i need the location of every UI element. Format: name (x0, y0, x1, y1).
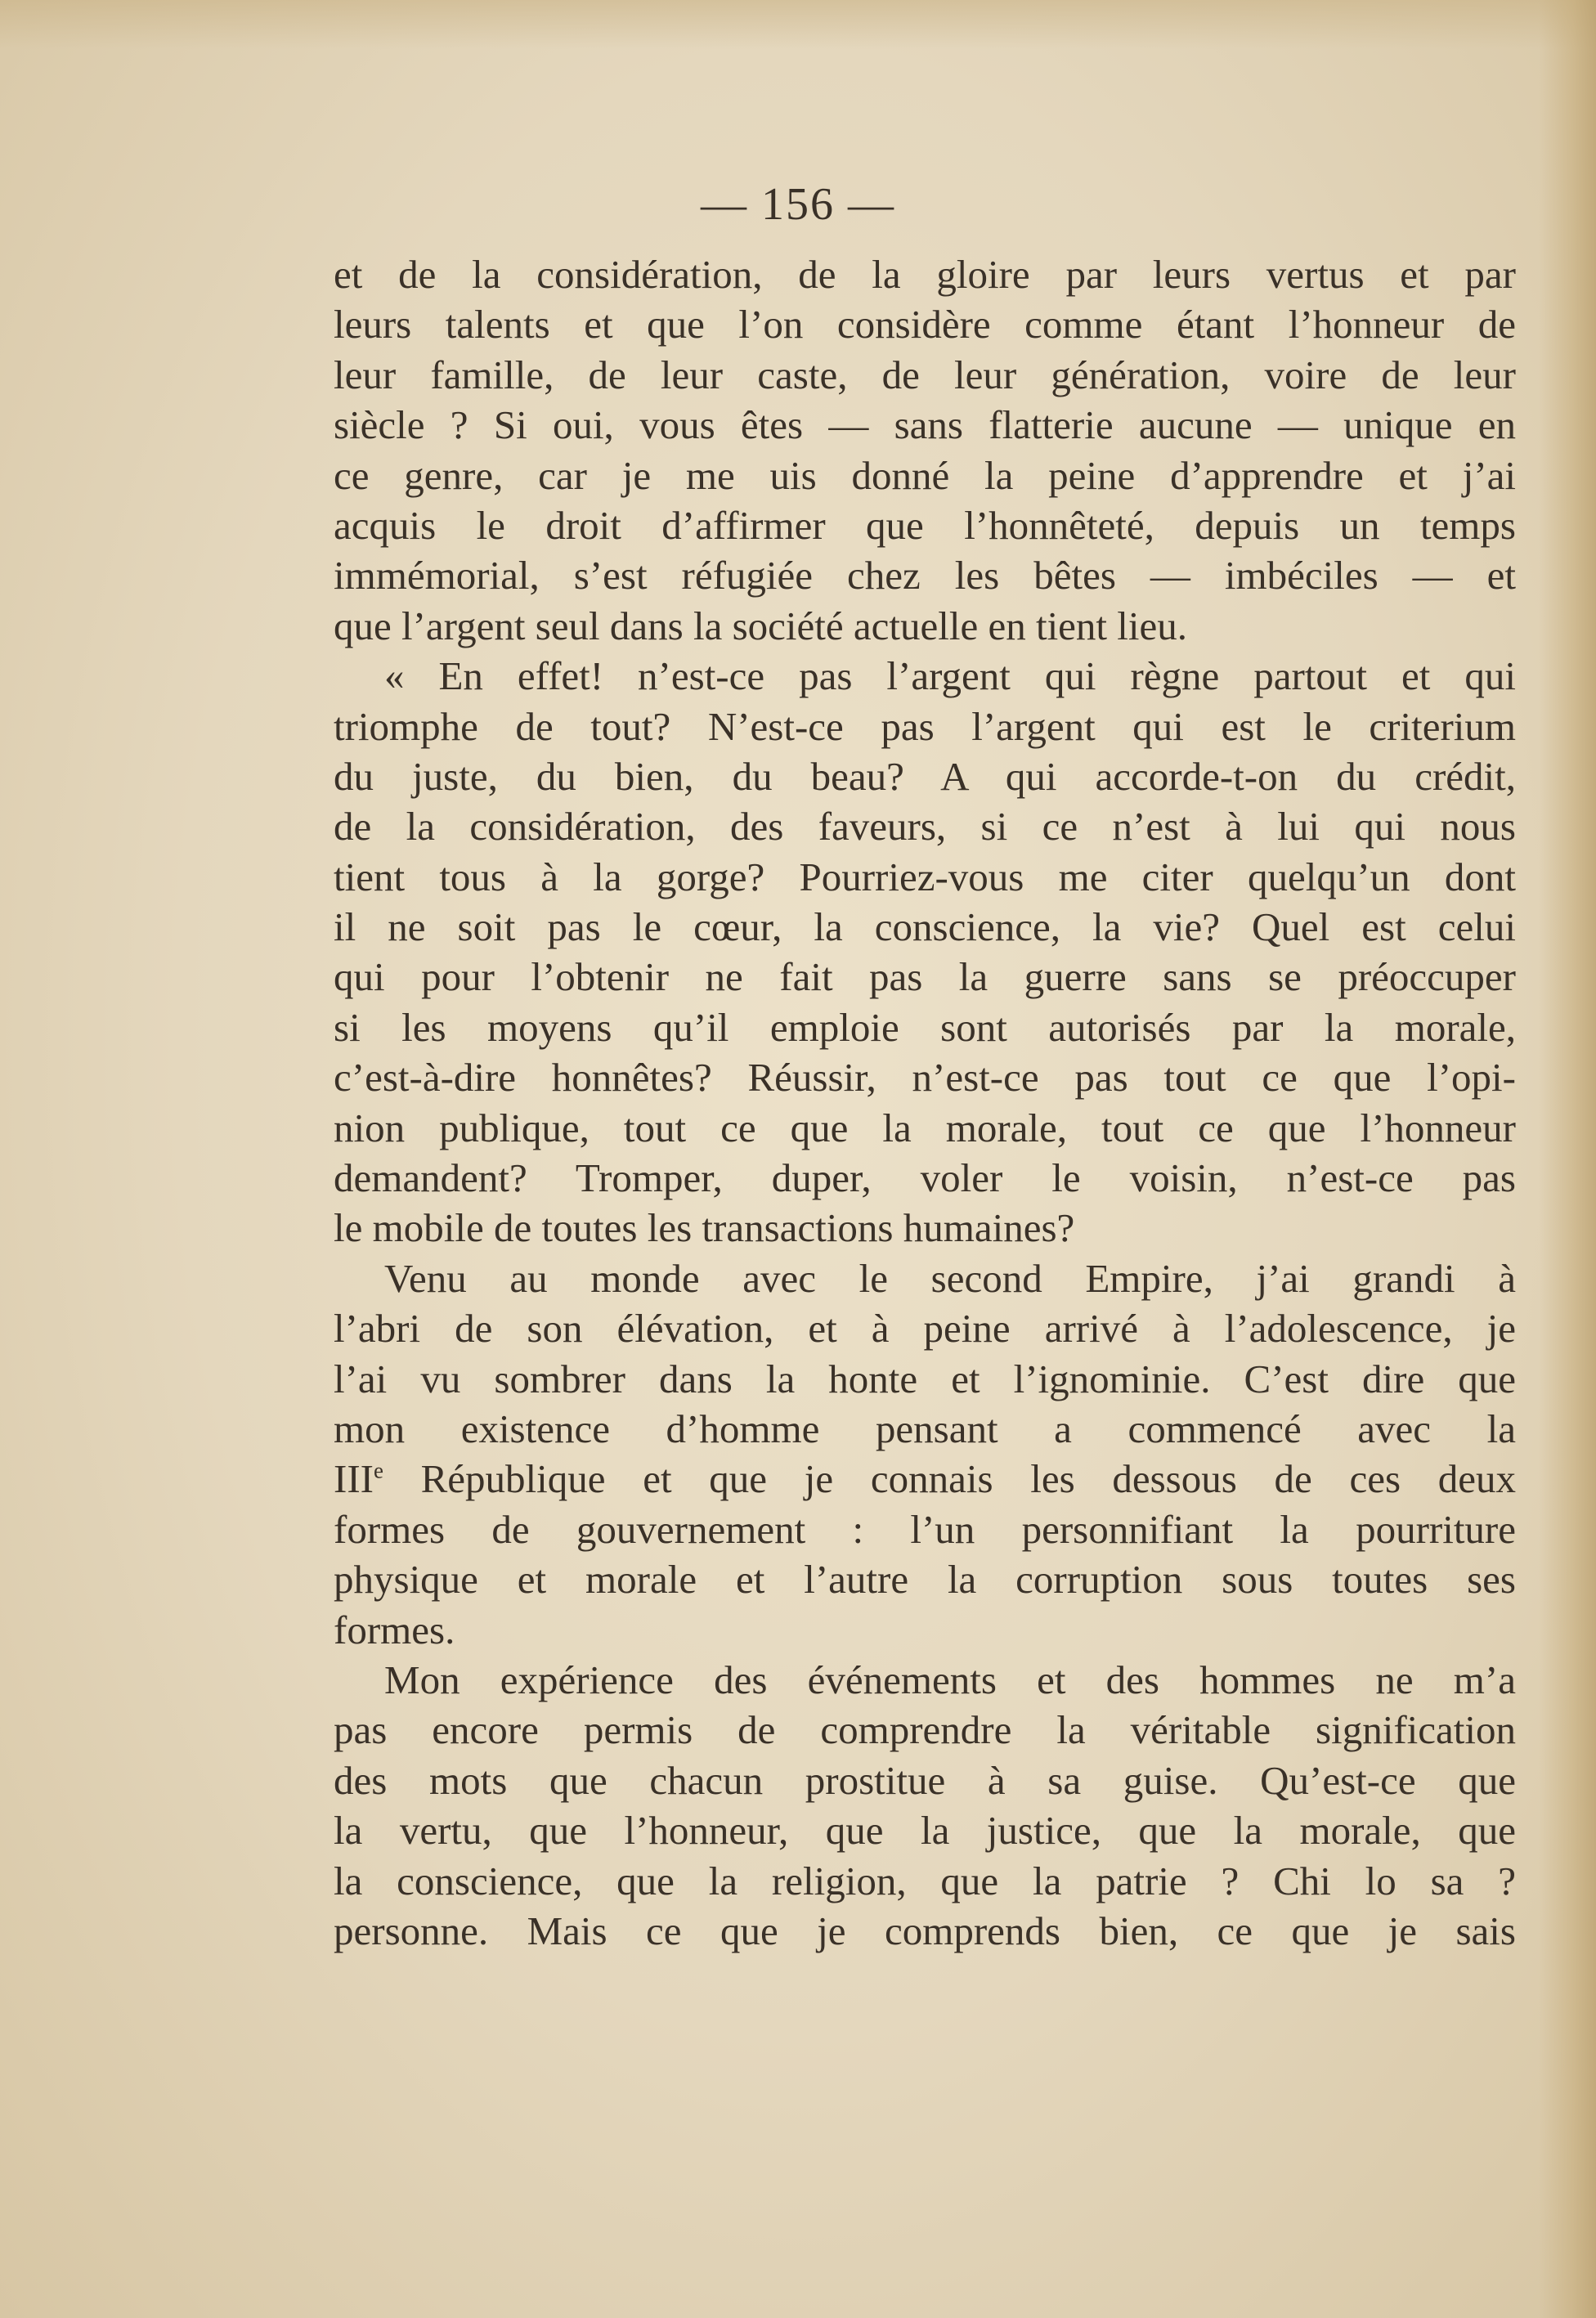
text-line: si les moyens qu’il emploie sont autorisés par la morale, (334, 1004, 1516, 1050)
page-number: — 156 — (701, 179, 895, 230)
text-line: siècle ? Si oui, vous êtes — sans flatterie aucune — unique en (334, 402, 1516, 448)
text-line: la conscience, que la religion, que la patrie ? Chi lo sa ? (334, 1858, 1516, 1903)
text-line: des mots que chacun prostitue à sa guise. Qu’est-ce que (334, 1757, 1516, 1803)
page-top-edge (0, 0, 1596, 49)
text-line: c’est-à-dire honnêtes? Réussir, n’est-ce pas tout ce que l’opi- (334, 1055, 1516, 1101)
text-line: l’abri de son élévation, et à peine arrivé à l’adolescence, je (334, 1306, 1516, 1352)
text-line: IIIe République et que je connais les dessous de ces deux (334, 1456, 1516, 1502)
text-line: du juste, du bien, du beau? A qui accorde-t-on du crédit, (334, 753, 1516, 799)
text-line: que l’argent seul dans la société actuelle en tient lieu. (334, 603, 1188, 648)
text-line: Mon expérience des événements et des hommes ne m’a (384, 1657, 1516, 1702)
text-line: qui pour l’obtenir ne fait pas la guerre sans se préoccuper (334, 954, 1516, 1000)
text-line: leurs talents et que l’on considère comme étant l’honneur de (334, 302, 1516, 347)
text-line: « En effet! n’est-ce pas l’argent qui règne partout et qui (384, 653, 1516, 699)
text-line: mon existence d’homme pensant a commencé avec la (334, 1406, 1516, 1451)
text-line: ce genre, car je me uis donné la peine d’apprendre et j’ai (334, 452, 1516, 498)
text-line: leur famille, de leur caste, de leur génération, voire de leur (334, 352, 1516, 397)
text-line: pas encore permis de comprendre la véritable signification (334, 1707, 1516, 1753)
body-text (334, 249, 1516, 1956)
text-line: immémorial, s’est réfugiée chez les bêtes — imbéciles — et (334, 553, 1516, 599)
text-line: et de la considération, de la gloire par leurs vertus et par (334, 252, 1516, 297)
text-line: l’ai vu sombrer dans la honte et l’ignominie. C’est dire que (334, 1356, 1516, 1401)
text-line: nion publique, tout ce que la morale, tout ce que l’honneur (334, 1105, 1516, 1150)
text-line: formes de gouvernement : l’un personnifiant la pourriture (334, 1506, 1516, 1552)
text-line: acquis le droit d’affirmer que l’honnêteté, depuis un temps (334, 502, 1516, 548)
text-line: demandent? Tromper, duper, voler le voisin, n’est-ce pas (334, 1155, 1516, 1201)
text-line: formes. (334, 1607, 455, 1652)
text-line: il ne soit pas le cœur, la conscience, la vie? Quel est celui (334, 904, 1516, 950)
text-line: la vertu, que l’honneur, que la justice, que la morale, que (334, 1808, 1516, 1854)
page-right-edge (1539, 0, 1596, 2318)
text-line: triomphe de tout? N’est-ce pas l’argent qui est le criterium (334, 703, 1516, 749)
text-line: personne. Mais ce que je comprends bien, ce que je sais (334, 1908, 1516, 1953)
text-line: le mobile de toutes les transactions humaines? (334, 1205, 1075, 1251)
text-line: de la considération, des faveurs, si ce n’est à lui qui nous (334, 804, 1516, 850)
text-line: Venu au monde avec le second Empire, j’ai grandi à (384, 1255, 1516, 1301)
text-line: physique et morale et l’autre la corruption sous toutes ses (334, 1557, 1516, 1603)
text-line: tient tous à la gorge? Pourriez-vous me citer quelqu’un dont (334, 854, 1516, 899)
